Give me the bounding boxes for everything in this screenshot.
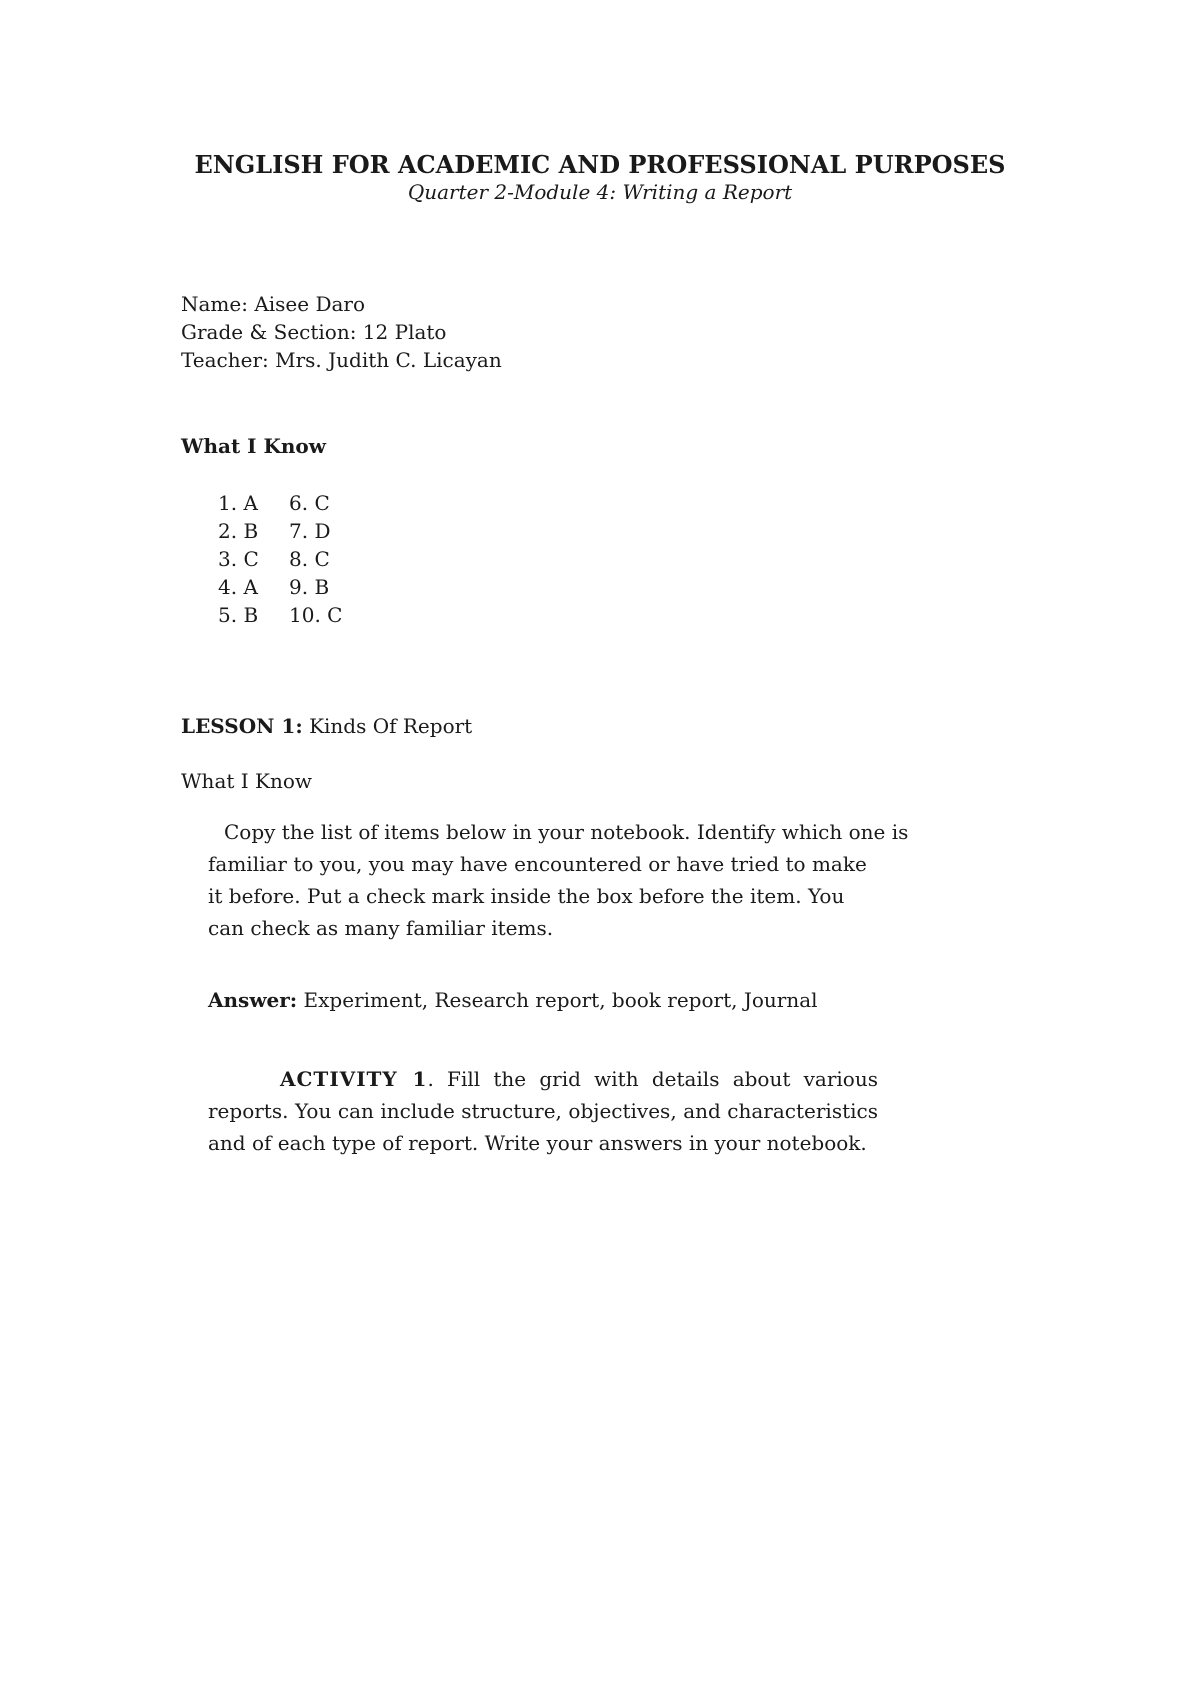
instruction-line: can check as many familiar items. [208, 916, 554, 940]
answer-item: 3. C [218, 547, 259, 571]
answer-item: 8. C [289, 547, 330, 571]
answer-item: 9. B [289, 575, 330, 599]
answer-item: 5. B [218, 603, 259, 627]
answer-item: 1. A [218, 491, 258, 515]
student-teacher: Teacher: Mrs. Judith C. Licayan [181, 348, 502, 372]
answer-row [218, 545, 342, 573]
student-name: Name: Aisee Daro [181, 292, 366, 316]
answer-item: 10. C [289, 603, 343, 627]
document-subtitle: Quarter 2-Module 4: Writing a Report [407, 180, 793, 204]
what-i-know-heading: What I Know [181, 434, 326, 458]
answer-row [218, 573, 342, 601]
answer-item: 4. A [218, 575, 258, 599]
instruction-line: familiar to you, you may have encountered or have tried to make [208, 852, 867, 876]
activity-text: . Fill the grid with details about various reports. You can include structure, objectives, and characteristics and of each type of report. Write your answers in your notebook. [208, 1067, 878, 1155]
lesson-label: LESSON 1: [181, 714, 303, 738]
answer-row [218, 517, 342, 545]
answer-item: 7. D [289, 519, 331, 543]
instruction-line: it before. Put a check mark inside the box before the item. You [208, 884, 845, 908]
lesson-title: Kinds Of Report [302, 714, 473, 738]
lesson-heading [181, 714, 472, 738]
answer-item: 2. B [218, 519, 259, 543]
lesson-answer [208, 988, 818, 1012]
student-grade-section: Grade & Section: 12 Plato [181, 320, 447, 344]
answer-row [218, 489, 342, 517]
answer-text: Experiment, Research report, book report, Journal [297, 988, 818, 1012]
activity-label: ACTIVITY 1 [280, 1067, 428, 1091]
document-title: ENGLISH FOR ACADEMIC AND PROFESSIONAL PURPOSES [194, 150, 1006, 179]
lesson-what-i-know: What I Know [181, 769, 312, 793]
instruction-line: Copy the list of items below in your notebook. Identify which one is [224, 820, 909, 844]
answer-item: 6. C [289, 491, 330, 515]
answer-label: Answer: [208, 988, 298, 1012]
answer-list [218, 489, 342, 629]
answer-row [218, 601, 342, 629]
activity-paragraph [208, 1063, 878, 1159]
